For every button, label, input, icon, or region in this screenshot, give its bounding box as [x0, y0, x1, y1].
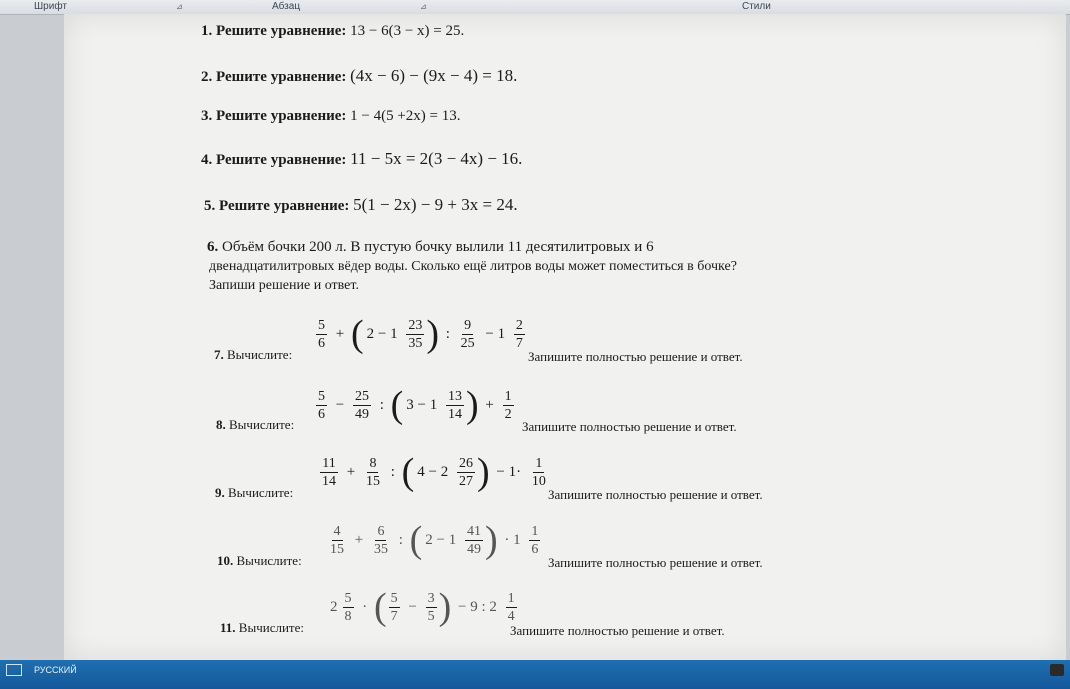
problem-1-expression: 13 − 6(3 − x) = 25.	[350, 23, 465, 39]
problem-11-label: 11. Вычислите:	[220, 620, 304, 635]
problem-5-expression: 5(1 − 2x) − 9 + 3x = 24.	[353, 195, 518, 214]
ribbon-group-font[interactable]: Шрифт	[34, 1, 67, 12]
ribbon-group-paragraph[interactable]: Абзац	[272, 1, 301, 12]
problem-6-line-2: двенадцатилитровых вёдер воды. Сколько ещё литров воды может поместиться в бочке?	[209, 259, 737, 274]
fraction: $\frac{5}{6}$	[318, 317, 325, 351]
problem-6-line-1: 6. Объём бочки 200 л. В пустую бочку вылили 11 десятилитровых и 6	[207, 239, 654, 255]
problem-9-instruction: Запишите полностью решение и ответ.	[548, 487, 763, 502]
problem-7-label: 7. Вычислите:	[214, 347, 293, 362]
problem-6-line-3: Запиши решение и ответ.	[209, 278, 359, 293]
problem-9-label: 9. Вычислите:	[215, 485, 294, 500]
paragraph-dialog-launcher-icon[interactable]: ⊿	[420, 2, 427, 11]
problem-4: 4. Решите уравнение: 11 − 5x = 2(3 − 4x) − 16.	[201, 149, 523, 168]
problem-10-expression: $\frac{4}{15}$ + $\frac{6}{35}$ : ( 2 − 1 $\frac{41}{49}$ ) · 1 $\frac{1}{6}$	[330, 519, 539, 561]
problem-9-expression: $\frac{11}{14}$ + $\frac{8}{15}$ : ( 4 − 2 $\frac{26}{27}$ ) − 1· $\frac{1}{10}$	[322, 451, 546, 493]
problem-2: 2. Решите уравнение: (4x − 6) − (9x − 4) = 18.	[201, 66, 518, 85]
show-desktop-icon[interactable]	[1050, 664, 1064, 676]
problem-1: 1. Решите уравнение: 13 − 6(3 − x) = 25.	[201, 23, 465, 39]
problem-10-instruction: Запишите полностью решение и ответ.	[548, 555, 763, 570]
problem-7-instruction: Запишите полностью решение и ответ.	[528, 349, 743, 364]
problem-7-expression: $\frac{5}{6}$ + ( 2 − 1 $\frac{23}{35}$ ) : $\frac{9}{25}$ − 1 $\frac{2}{7}$	[318, 313, 523, 355]
ribbon-group-styles[interactable]: Стили	[742, 1, 771, 12]
language-indicator[interactable]: РУССКИЙ	[34, 665, 77, 675]
problem-3: 3. Решите уравнение: 1 − 4(5 +2x) = 13.	[201, 108, 461, 124]
problem-4-expression: 11 − 5x = 2(3 − 4x) − 16.	[350, 149, 523, 168]
taskbar	[0, 660, 1070, 689]
document-page[interactable]	[64, 14, 1066, 660]
problem-8-expression: $\frac{5}{6}$ − $\frac{25}{49}$ : ( 3 − 1 $\frac{13}{14}$ ) + $\frac{1}{2}$	[318, 384, 512, 426]
problem-11-instruction: Запишите полностью решение и ответ.	[510, 623, 725, 638]
problem-5: 5. Решите уравнение: 5(1 − 2x) − 9 + 3x = 24.	[204, 195, 518, 214]
problem-10-label: 10. Вычислите:	[217, 553, 302, 568]
problem-3-expression: 1 − 4(5 +2x) = 13.	[350, 108, 461, 124]
font-dialog-launcher-icon[interactable]: ⊿	[176, 2, 183, 11]
problem-2-expression: (4x − 6) − (9x − 4) = 18.	[350, 66, 518, 85]
problem-8-label: 8. Вычислите:	[216, 417, 295, 432]
problem-11-expression: 2 $\frac{5}{8}$ · ( $\frac{5}{7}$ − $\frac{3}{5}$ ) − 9 : 2 $\frac{1}{4}$	[330, 586, 515, 628]
keyboard-icon[interactable]	[6, 664, 22, 676]
problem-8-instruction: Запишите полностью решение и ответ.	[522, 419, 737, 434]
ribbon	[0, 0, 1070, 15]
